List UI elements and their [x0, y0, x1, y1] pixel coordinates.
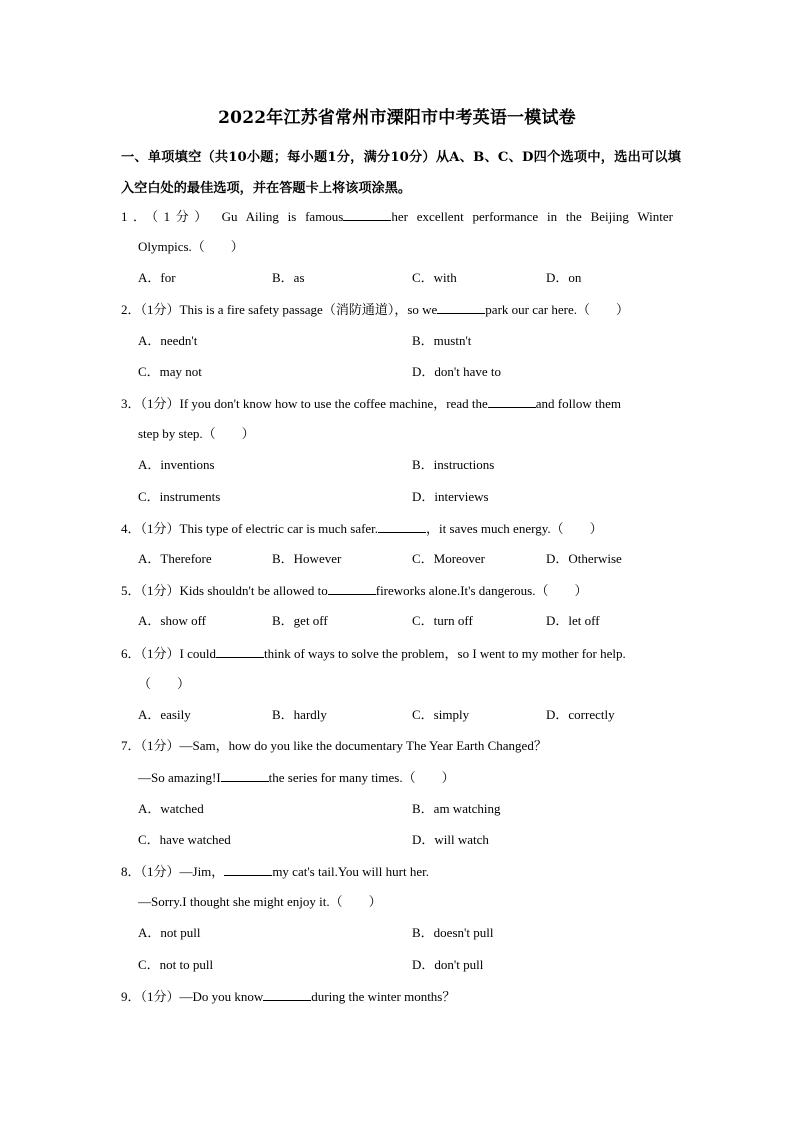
- question-text: the series for many times.（ ）: [268, 770, 455, 785]
- option-d: D．don't pull: [412, 957, 484, 972]
- question-3-line-2: step by step.（ ）: [138, 426, 255, 441]
- question-text: —Do you know: [179, 989, 264, 1004]
- answer-blank: [488, 395, 536, 408]
- question-number: 7．（1分）: [121, 738, 180, 753]
- option-b: B．However: [272, 551, 342, 566]
- question-1-line-1: [121, 208, 673, 225]
- question-5-line-1: [121, 582, 587, 599]
- option-a: A．inventions: [138, 457, 215, 472]
- question-number: 9．（1分）: [121, 989, 180, 1004]
- option-d: D．correctly: [546, 707, 615, 722]
- option-a: A．show off: [138, 613, 207, 628]
- page-title: 2022年江苏省常州市溧阳市中考英语一模试卷: [218, 108, 576, 128]
- answer-blank: [328, 582, 376, 595]
- option-d: D．let off: [546, 613, 600, 628]
- question-text: This type of electric car is much safer.: [179, 521, 379, 536]
- answer-blank: [224, 863, 272, 876]
- option-c: C．have watched: [138, 832, 231, 847]
- question-text: and follow them: [535, 396, 621, 411]
- question-number: 1．（1分）: [121, 209, 213, 224]
- question-7-line-1: [121, 738, 547, 754]
- question-text: park our car here.（ ）: [485, 302, 629, 317]
- option-a: A．for: [138, 270, 176, 285]
- option-b: B．get off: [272, 613, 328, 628]
- question-text: my cat's tail.You will hurt her.: [272, 864, 429, 879]
- option-b: B．hardly: [272, 707, 327, 722]
- answer-blank: [378, 520, 426, 533]
- question-7-line-2: [138, 769, 455, 786]
- question-2-line-1: [121, 301, 629, 318]
- option-d: D．don't have to: [412, 364, 501, 379]
- question-9-line-1: [121, 988, 455, 1005]
- section-instructions: 一、单项填空（共10小题；每小题1分，满分10分）从A、B、C、D四个选项中，选出可以填入空白处的最佳选项，并在答题卡上将该项涂黑。: [121, 150, 681, 196]
- question-number: 4．（1分）: [121, 521, 180, 536]
- answer-blank: [437, 301, 485, 314]
- question-number: 6．（1分）: [121, 646, 180, 661]
- question-text: ，it saves much energy.（ ）: [426, 521, 603, 536]
- option-c: C．turn off: [412, 613, 473, 628]
- option-d: D．will watch: [412, 832, 489, 847]
- answer-blank: [216, 645, 264, 658]
- answer-blank: [221, 769, 269, 782]
- question-6-line-1: [121, 645, 626, 662]
- question-text: If you don't know how to use the coffee machine，read the: [179, 396, 488, 411]
- question-text: —Sam，how do you like the documentary The Year Earth Changed？: [179, 738, 547, 753]
- question-text: Kids shouldn't be allowed to: [179, 583, 328, 598]
- question-text: her excellent performance in the Beijing Winter: [391, 209, 673, 224]
- question-6-line-2: （ ）: [138, 676, 191, 691]
- question-text: This is a fire safety passage（消防通道），so we: [179, 302, 438, 317]
- answer-blank: [343, 208, 391, 221]
- option-c: C．Moreover: [412, 551, 485, 566]
- answer-blank: [263, 988, 311, 1001]
- question-text: during the winter months？: [311, 989, 456, 1004]
- option-b: B．am watching: [412, 801, 501, 816]
- option-d: D．Otherwise: [546, 551, 622, 566]
- question-number: 8．（1分）: [121, 864, 180, 879]
- question-text: fireworks alone.It's dangerous.（ ）: [375, 583, 588, 598]
- option-a: A．easily: [138, 707, 191, 722]
- option-b: B．mustn't: [412, 333, 472, 348]
- question-number: 2．（1分）: [121, 302, 180, 317]
- option-d: D．interviews: [412, 489, 489, 504]
- option-c: C．not to pull: [138, 957, 214, 972]
- question-text: —Jim，: [179, 864, 225, 879]
- option-c: C．simply: [412, 707, 470, 722]
- option-c: C．instruments: [138, 489, 221, 504]
- option-b: B．as: [272, 270, 305, 285]
- question-number: 5．（1分）: [121, 583, 180, 598]
- option-c: C．may not: [138, 364, 202, 379]
- question-1-line-2: Olympics.（ ）: [138, 239, 244, 254]
- option-c: C．with: [412, 270, 457, 285]
- option-a: A．Therefore: [138, 551, 212, 566]
- question-text: think of ways to solve the problem，so I went to my mother for help.: [263, 646, 626, 661]
- question-text: I could: [179, 646, 216, 661]
- question-4-line-1: [121, 520, 603, 537]
- option-a: A．needn't: [138, 333, 198, 348]
- option-d: D．on: [546, 270, 582, 285]
- question-text: Gu Ailing is famous: [221, 209, 344, 224]
- question-number: 3．（1分）: [121, 396, 180, 411]
- option-b: B．doesn't pull: [412, 925, 494, 940]
- option-a: A．watched: [138, 801, 204, 816]
- question-8-line-2: —Sorry.I thought she might enjoy it.（ ）: [138, 894, 382, 909]
- question-3-line-1: [121, 395, 621, 412]
- option-b: B．instructions: [412, 457, 495, 472]
- question-8-line-1: [121, 863, 429, 880]
- option-a: A．not pull: [138, 925, 201, 940]
- question-text: —So amazing!I: [138, 770, 221, 785]
